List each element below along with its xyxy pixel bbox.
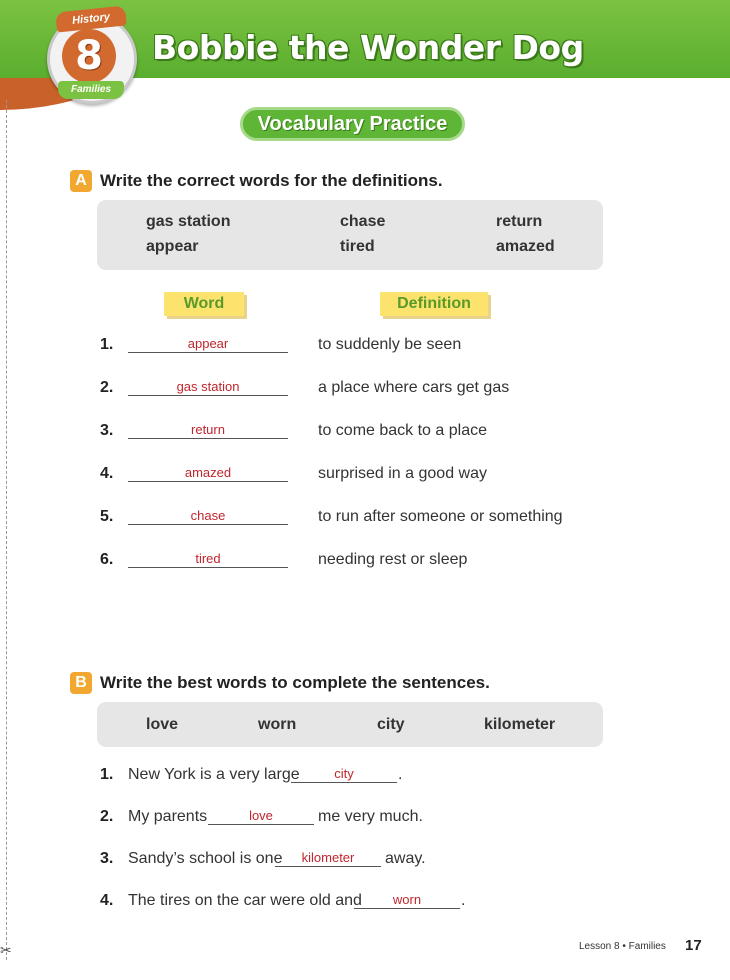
answer-text: amazed (184, 465, 232, 480)
item-number: 6. (100, 551, 114, 568)
cut-line (6, 100, 7, 960)
item-number: 4. (100, 465, 114, 482)
answer-text: worn (392, 892, 422, 907)
answer-text: tired (195, 551, 221, 566)
answer-text: appear (187, 336, 229, 351)
scissors-icon: ✂ (0, 942, 12, 958)
word-bank-item: worn (258, 716, 297, 733)
word-bank-a (97, 200, 603, 270)
section-a-instruction: Write the correct words for the definitions. (100, 171, 443, 190)
word-bank-item: tired (340, 238, 375, 255)
word-bank-item: love (146, 716, 179, 733)
section-b-instruction: Write the best words to complete the sentences. (100, 673, 490, 692)
item-number: 5. (100, 508, 114, 525)
column-definition-label: Definition (380, 292, 488, 316)
definition-text: needing rest or sleep (318, 551, 468, 568)
badge-topic: History (55, 5, 127, 32)
sentence-before: New York is a very large (128, 766, 300, 783)
answer-text: chase (190, 508, 226, 523)
sentence-after: me very much. (318, 808, 423, 825)
item-number: 1. (100, 336, 114, 353)
word-bank-item: kilometer (484, 716, 556, 733)
column-word-label: Word (164, 292, 244, 316)
word-bank-item: appear (146, 238, 199, 255)
item-number: 3. (100, 422, 114, 439)
answer-text: return (191, 422, 225, 437)
badge-number: 8 (75, 33, 103, 79)
lesson-badge (47, 11, 137, 104)
definition-text: surprised in a good way (318, 465, 487, 482)
item-number: 2. (100, 808, 114, 825)
item-number: 4. (100, 892, 114, 909)
definition-text: to come back to a place (318, 422, 487, 439)
sentence-before: My parents (128, 808, 208, 825)
answer-text: love (249, 808, 273, 823)
definition-text: to run after someone or something (318, 508, 563, 525)
page-number: 17 (685, 937, 702, 954)
answer-text: city (334, 766, 354, 781)
badge-unit: Families (58, 81, 124, 99)
page-title: Bobbie the Wonder Dog (152, 28, 584, 67)
footer-lesson: Lesson 8 • Families (579, 941, 666, 952)
item-number: 2. (100, 379, 114, 396)
section-a-letter: A (70, 170, 92, 192)
badge-circle (62, 29, 116, 83)
word-bank-b (97, 702, 603, 747)
sentence-after: away. (385, 850, 426, 867)
word-bank-item: amazed (496, 238, 555, 255)
definition-text: to suddenly be seen (318, 336, 462, 353)
item-number: 1. (100, 766, 114, 783)
sentence-before: The tires on the car were old and (128, 892, 362, 909)
sentence-after: . (398, 766, 403, 783)
section-pill: Vocabulary Practice (240, 107, 465, 141)
section-b-letter: B (70, 672, 92, 694)
answer-text: kilometer (301, 850, 355, 865)
word-bank-item: chase (340, 213, 386, 230)
answer-text: gas station (176, 379, 240, 394)
definition-text: a place where cars get gas (318, 379, 510, 396)
sentence-before: Sandy’s school is one (128, 850, 283, 867)
word-bank-item: gas station (146, 213, 231, 230)
word-bank-item: return (496, 213, 543, 230)
sentence-after: . (461, 892, 466, 909)
item-number: 3. (100, 850, 114, 867)
word-bank-item: city (377, 716, 405, 733)
